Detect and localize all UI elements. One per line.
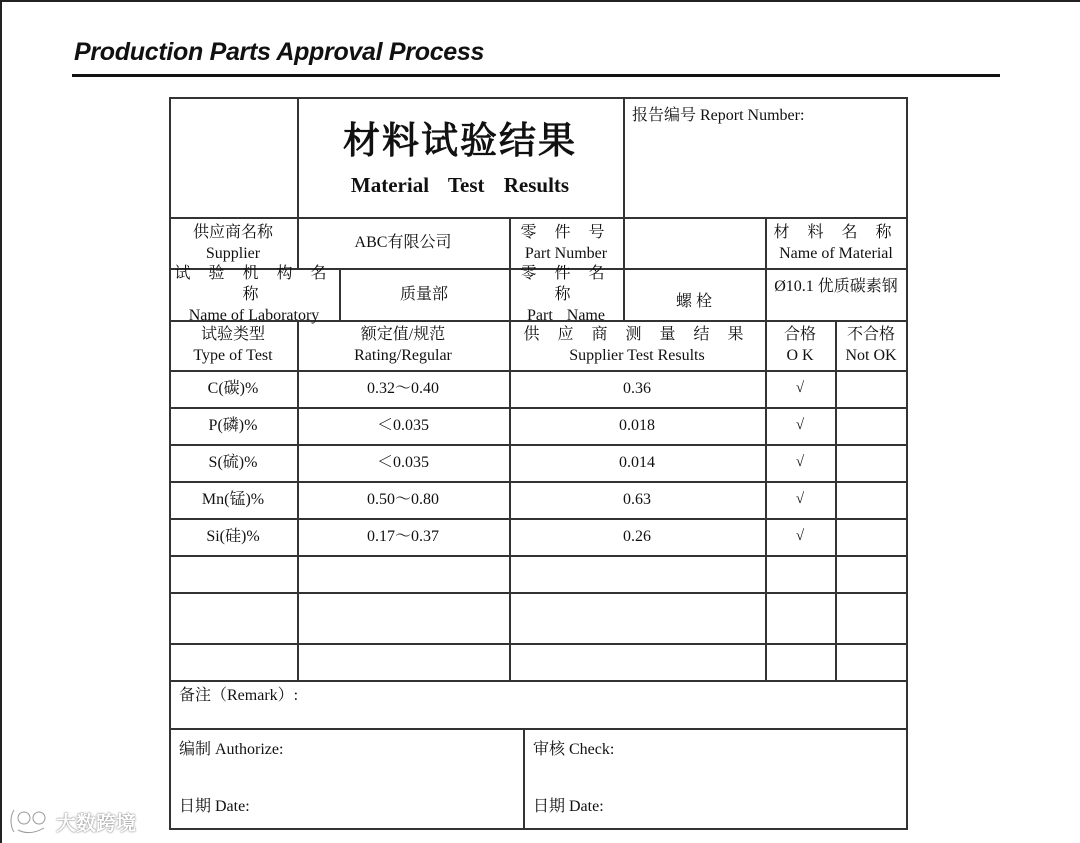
table-row-result[interactable]: 0.36	[623, 380, 651, 397]
table-row-result[interactable]: 0.014	[619, 454, 655, 471]
table-row-rating: ＜0.035	[376, 417, 429, 434]
col-header-rating	[297, 320, 509, 370]
supplier-label	[169, 217, 297, 268]
part-name-value[interactable]	[623, 268, 765, 320]
col-header-notok-en: Not OK	[845, 347, 897, 364]
lab-label	[169, 264, 339, 324]
part-name-label	[509, 264, 623, 324]
form-title	[297, 97, 623, 217]
table-row-notok[interactable]	[835, 518, 907, 555]
lab-value-text: 质量部	[399, 285, 448, 303]
table-row-type: S(硫)%	[208, 454, 258, 471]
table-row-type: Si(硅)%	[206, 528, 260, 545]
col-header-result	[509, 320, 765, 370]
material-name-value[interactable]	[765, 268, 907, 320]
part-name-value-text: 螺 栓	[675, 292, 712, 310]
table-row-type: C(碳)%	[207, 380, 259, 397]
supplier-value[interactable]	[297, 217, 509, 268]
table-row-ok-checkmark[interactable]: √	[795, 528, 805, 544]
title-rule	[72, 74, 1000, 77]
material-name-label	[765, 217, 907, 268]
material-test-form	[169, 97, 908, 830]
col-header-notok-cn: 不合格	[846, 326, 895, 343]
table-row-ok-checkmark[interactable]: √	[795, 454, 805, 470]
table-row-result[interactable]: 0.018	[619, 417, 655, 434]
empty-table-row[interactable]	[169, 555, 907, 592]
watermark-text: 大数跨境	[56, 810, 136, 835]
table-row-type: Mn(锰)%	[201, 491, 265, 508]
part-number-value[interactable]	[623, 217, 765, 268]
part-number-label	[509, 217, 623, 268]
col-header-rating-cn: 额定值/规范	[360, 326, 446, 343]
lab-label-en: Name of Laboratory	[188, 306, 320, 324]
part-name-label-en: Part Name	[527, 306, 605, 324]
empty-table-row[interactable]	[169, 592, 907, 643]
table-row-rating: 0.17～0.37	[366, 528, 439, 545]
material-name-label-en: Name of Material	[779, 244, 893, 262]
table-row-notok[interactable]	[835, 481, 907, 518]
supplier-label-cn: 供应商名称	[192, 223, 273, 241]
table-row-result[interactable]: 0.26	[623, 528, 651, 545]
supplier-label-en: Supplier	[205, 244, 261, 262]
table-row-notok[interactable]	[835, 444, 907, 481]
table-row-rating: 0.32～0.40	[366, 380, 439, 397]
remark-label: 备注（Remark）:	[179, 687, 299, 704]
col-header-rating-en: Rating/Regular	[354, 347, 452, 364]
col-header-ok-en: O K	[786, 347, 814, 364]
table-row-type: P(磷)%	[208, 417, 258, 434]
col-header-result-en: Supplier Test Results	[569, 347, 705, 364]
check-field[interactable]	[523, 728, 907, 778]
date-field-right[interactable]	[523, 778, 907, 828]
empty-table-row[interactable]	[169, 643, 907, 680]
date-label-left: 日期 Date:	[179, 798, 250, 815]
part-name-label-cn: 零 件 名 称	[520, 264, 612, 303]
col-header-type	[169, 320, 297, 370]
table-row-result[interactable]: 0.63	[623, 491, 651, 508]
table-row-rating: ＜0.035	[376, 454, 429, 471]
col-header-type-cn: 试验类型	[200, 326, 265, 343]
col-header-notok	[835, 320, 907, 370]
watermark	[8, 806, 136, 836]
page-title: Production Parts Approval Process	[74, 38, 485, 66]
watermark-logo-icon	[8, 806, 52, 836]
authorize-field[interactable]	[169, 728, 523, 778]
col-header-ok-cn: 合格	[783, 326, 816, 343]
table-row-ok-checkmark[interactable]: √	[795, 491, 805, 507]
authorize-label: 编制 Authorize:	[179, 741, 284, 758]
report-number-label: 报告编号 Report Number:	[632, 107, 805, 124]
remark-field[interactable]	[169, 680, 907, 728]
supplier-value-text: ABC有限公司	[354, 234, 452, 251]
table-row-notok[interactable]	[835, 407, 907, 444]
table-row-notok[interactable]	[835, 370, 907, 407]
part-number-label-en: Part Number	[524, 244, 608, 262]
date-label-right: 日期 Date:	[533, 798, 604, 815]
report-number-field[interactable]	[623, 97, 907, 217]
form-title-en: Material Test Results	[350, 172, 570, 197]
lab-label-cn: 试 验 机 构 名 称	[174, 264, 334, 303]
form-title-cn: 材料试验结果	[343, 118, 577, 162]
col-header-type-en: Type of Test	[193, 347, 273, 364]
lab-value[interactable]	[339, 268, 509, 320]
material-name-value-text: Ø10.1 优质碳素钢	[774, 278, 898, 295]
col-header-ok	[765, 320, 835, 370]
part-number-label-cn: 零 件 号	[520, 223, 612, 241]
date-field-left[interactable]	[169, 778, 523, 828]
table-row-rating: 0.50～0.80	[366, 491, 439, 508]
check-label: 审核 Check:	[533, 741, 615, 758]
col-header-result-cn: 供 应 商 测 量 结 果	[523, 326, 751, 343]
table-row-ok-checkmark[interactable]: √	[795, 380, 805, 396]
table-row-ok-checkmark[interactable]: √	[795, 417, 805, 433]
grid-line	[169, 828, 908, 830]
material-name-label-cn: 材 料 名 称	[773, 223, 899, 241]
